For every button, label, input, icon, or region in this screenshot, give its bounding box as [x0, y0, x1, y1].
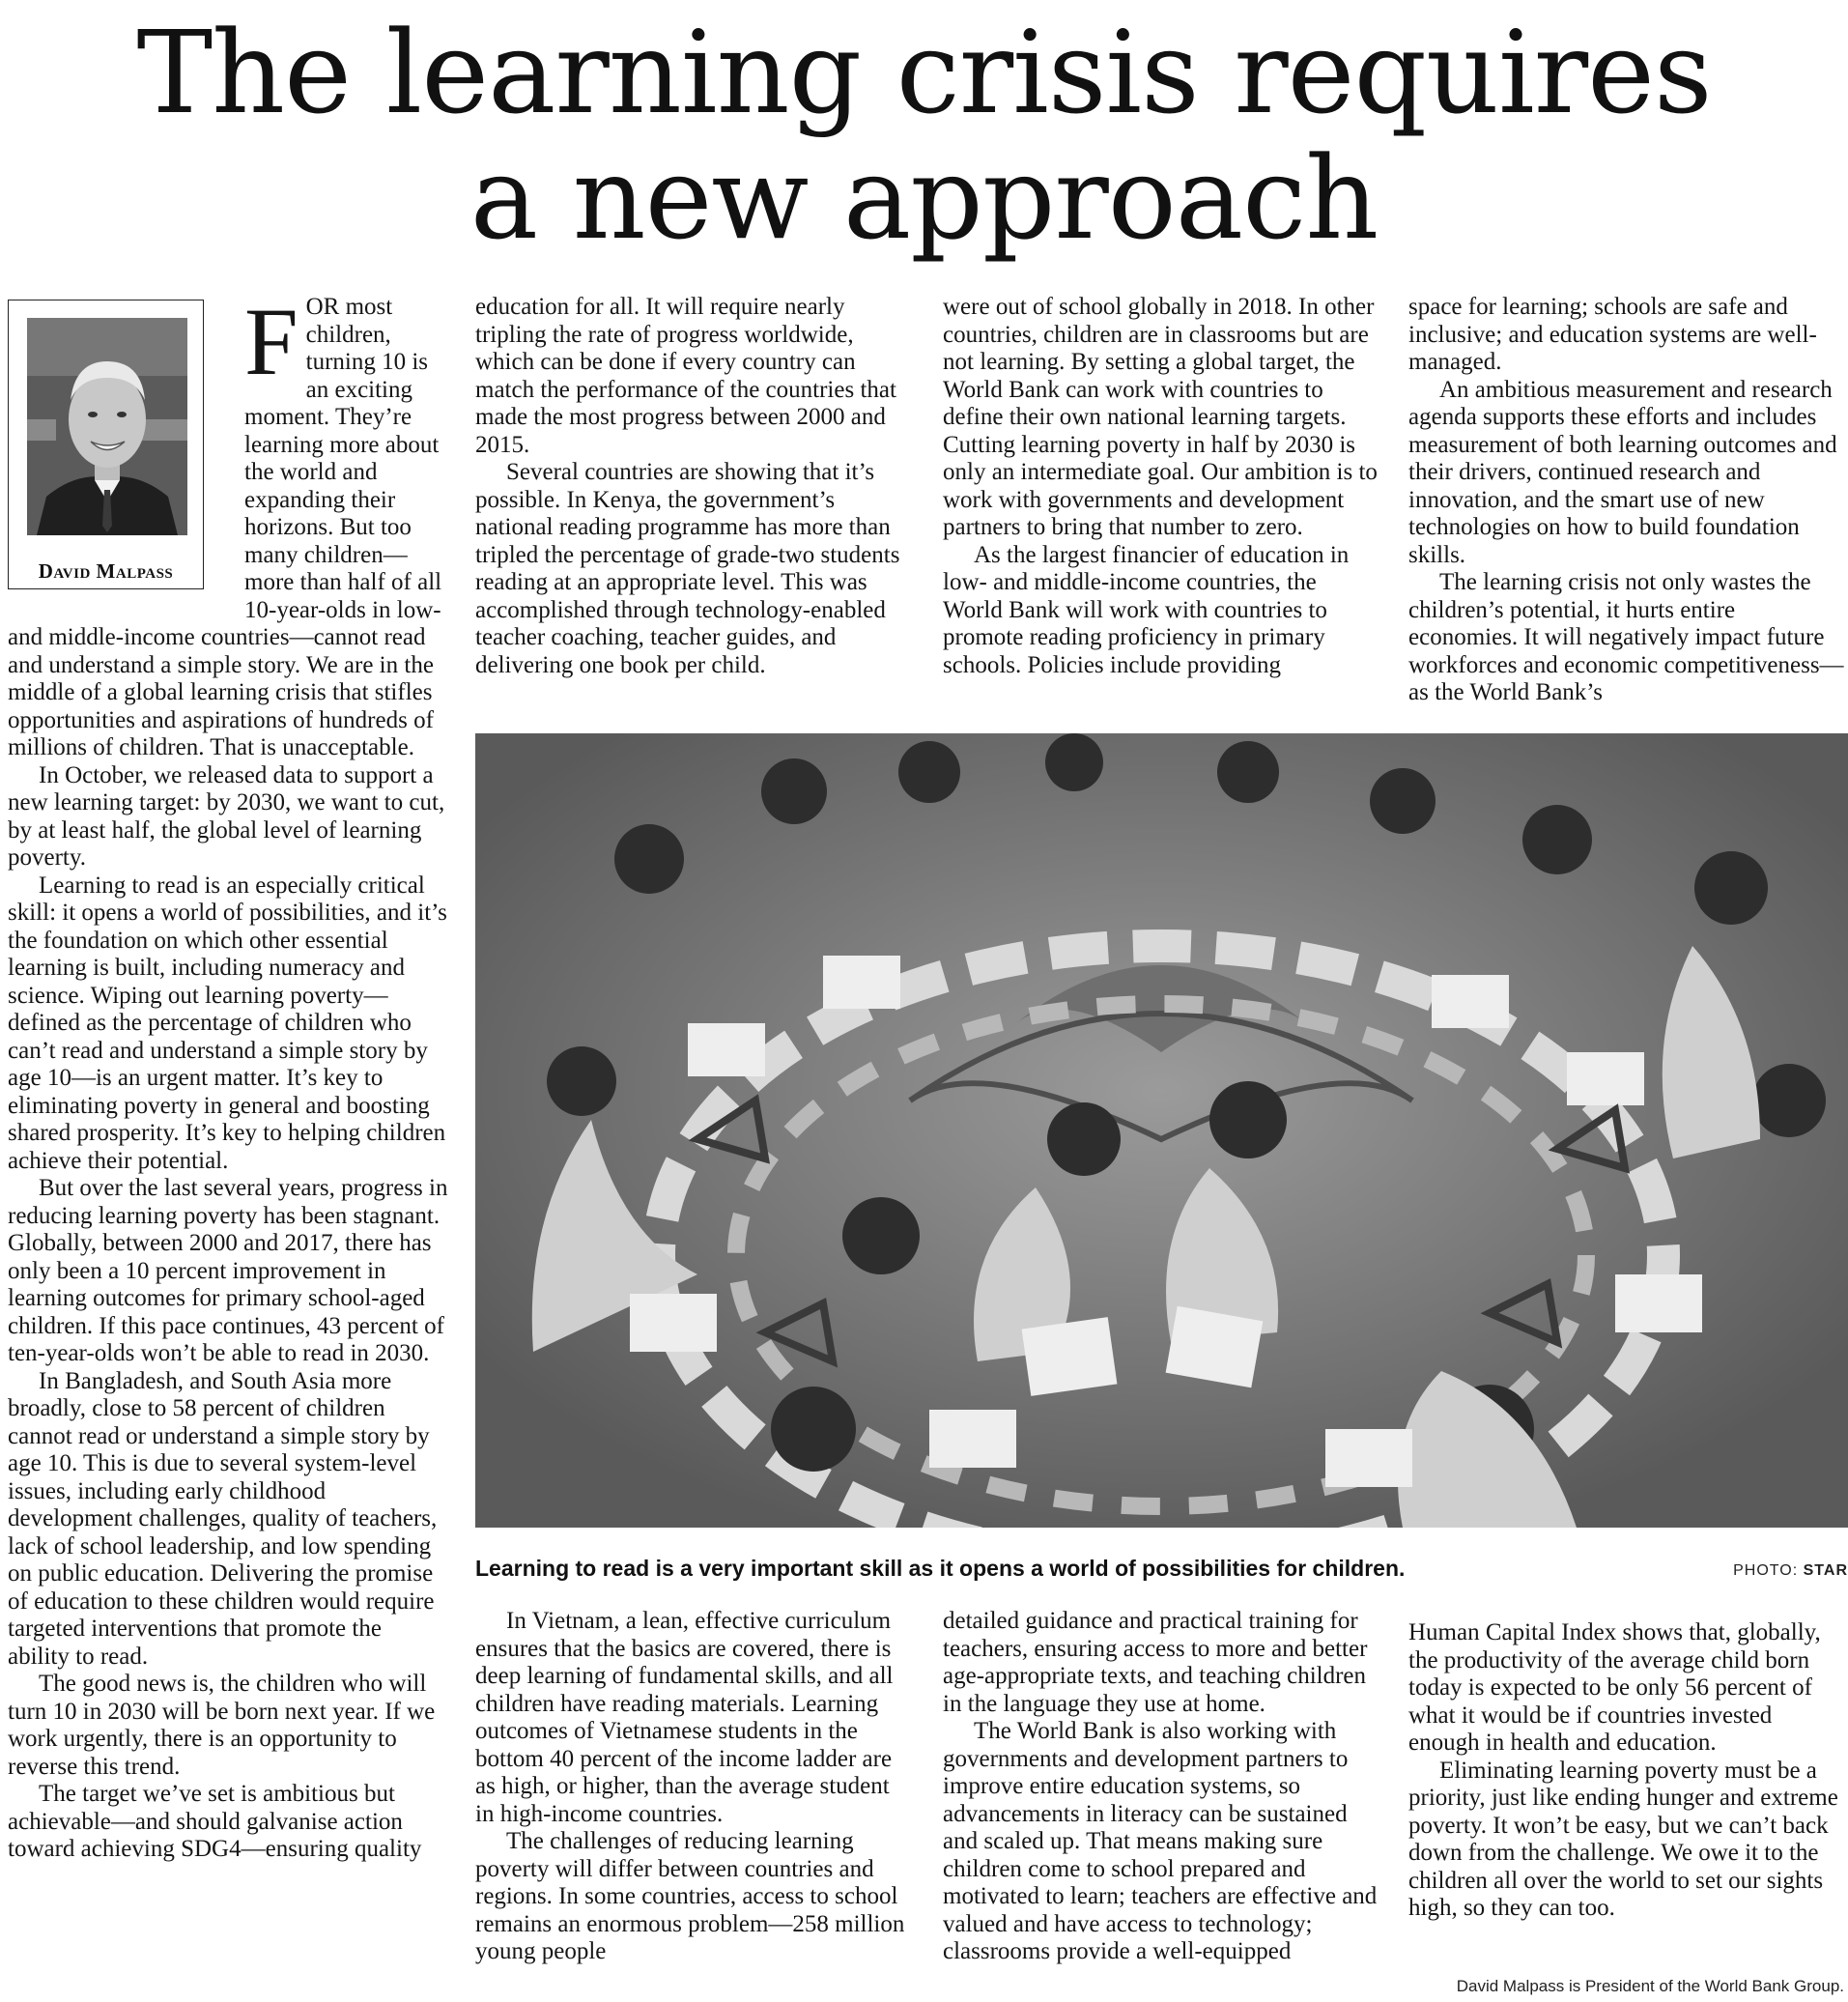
article-paragraph: Eliminating learning poverty must be a priority, just like ending hunger and extreme poverty. It won’t be easy, but we can’t back down from the challenge. We owe it to the children all over the world to set our sights high, so they can too. [1408, 1757, 1838, 1921]
article-intro-paragraph: FOR most children, turning 10 is an exciting moment. They’re learning more about the world and expanding their horizons. But too many children—more than half of all 10-year-olds in low- and middle-income countries—cannot read and understand a simple story. We are in the middle of a global learning crisis that stifles opportunities and aspirations of hundreds of millions of children. That is unacceptable. [8, 288, 442, 760]
article-paragraph: The good news is, the children who will turn 10 in 2030 will be born next year. If we work urgently, there is an opportunity to reverse this trend. [8, 1671, 436, 1780]
article-column-3-bottom [943, 1608, 1381, 1966]
article-paragraph: education for all. It will require nearly tripling the rate of progress worldwide, which can be done if every country can match the performance of the countries that made the most progress between 2000 and 2015. [475, 294, 896, 458]
article-paragraph: The target we’ve set is ambitious but achievable—and should galvanise action toward achieving SDG4—ensuring quality [8, 1781, 422, 1862]
headline-line-1: The learning crisis requires [136, 6, 1712, 139]
article-column-4-top [1408, 294, 1848, 707]
photo-credit-source: STAR [1803, 1562, 1848, 1579]
article-column-2-top [475, 294, 904, 679]
article-paragraph: space for learning; schools are safe and inclusive; and education systems are well-managed. [1408, 294, 1817, 375]
article-column-4-bottom [1408, 1619, 1848, 1923]
article-paragraph: Learning to read is an especially critical skill: it opens a world of possibilities, and it’s the foundation on which other essential learning is built, including numeracy and science. Wiping out learning poverty—defined as the percentage of children who can’t read and understand a simple story by age 10—is an urgent matter. It’s key to eliminating poverty in general and boosting shared prosperity. It’s key to helping children achieve their potential. [8, 872, 447, 1174]
article-paragraph: Several countries are showing that it’s possible. In Kenya, the government’s national reading programme has more than tripled the percentage of grade-two students reading at an appropriate level. This was accomplished through technology-enabled teacher coaching, teacher guides, and delivering one book per child. [475, 459, 900, 678]
article-paragraph: But over the last several years, progress in reducing learning poverty has been stagnant. Globally, between 2000 and 2017, there has only been a 10 percent improvement in learning outcomes for primary school-aged children. If this pace continues, 43 percent of ten-year-olds won’t be able to read in 2030. [8, 1175, 448, 1366]
headline-line-2: a new approach [469, 131, 1379, 265]
photo-credit [1733, 1562, 1848, 1580]
article-paragraph: In Vietnam, a lean, effective curriculum ensures that the basics are covered, there is deep learning of fundamental skills, and all children have reading materials. Learning outcomes of Vietnamese students in the bottom 40 percent of the income ladder are as high, or higher, than the average student in high-income countries. [475, 1608, 894, 1827]
article-paragraph: The learning crisis not only wastes the children’s potential, it hurts entire economies. It will negatively impact future workforces and economic competitiveness—as the World Bank’s [1408, 569, 1844, 705]
photo-illustration [475, 733, 1848, 1528]
article-column-3-top [943, 294, 1381, 679]
article-column-2-bottom [475, 1608, 914, 1966]
article-paragraph: An ambitious measurement and research agenda supports these efforts and includes measurement of both learning outcomes and their drivers, continued research and innovation, and the smart use of new technologies on how to build foundation skills. [1408, 376, 1837, 568]
headline [0, 6, 1848, 265]
article-column-1 [8, 288, 448, 1864]
article-paragraph: In October, we released data to support a new learning target: by 2030, we want to cut, by at least half, the global level of learning poverty. [8, 761, 445, 871]
dropcap-letter: F [244, 288, 299, 395]
author-byline: David Malpass [38, 559, 174, 583]
article-paragraph: The World Bank is also working with governments and development partners to improve entire education systems, so advancements in literacy can be sustained and scaled up. That means making sure children come to school prepared and motivated to learn; teachers are effective and valued and have access to technology; classrooms provide a well-equipped [943, 1718, 1378, 1964]
article-paragraph: The challenges of reducing learning poverty will differ between countries and regions. In some countries, access to school remains an enormous problem—258 million young people [475, 1828, 905, 1964]
photo-caption: Learning to read is a very important skill as it opens a world of possibilities for children. [475, 1556, 1406, 1581]
article-paragraph: detailed guidance and practical training for teachers, ensuring access to more and better age-appropriate texts, and teaching children in the language they use at home. [943, 1608, 1368, 1717]
article-paragraph: Human Capital Index shows that, globally, the productivity of the average child born today is expected to be only 56 percent of what it would be if countries invested enough in health and education. [1408, 1619, 1821, 1756]
classroom-children-photo [475, 733, 1848, 1528]
author-bio-note: David Malpass is President of the World Bank Group. [1456, 1977, 1844, 1995]
article-paragraph: As the largest financier of education in low- and middle-income countries, the World Bank will work with countries to promote reading proficiency in primary schools. Policies include providing [943, 541, 1350, 678]
photo-credit-label: PHOTO: [1733, 1562, 1799, 1579]
article-paragraph: were out of school globally in 2018. In other countries, children are in classrooms but are not learning. By setting a global target, the World Bank can work with countries to define their own national learning targets. Cutting learning poverty in half by 2030 is only an intermediate goal. Our ambition is to work with governments and development partners to bring that number to zero. [943, 294, 1378, 540]
article-paragraph: In Bangladesh, and South Asia more broadly, close to 58 percent of children cannot read or understand a simple story by age 10. This is due to several system-level issues, including early childhood development challenges, quality of teachers, lack of school leadership, and low spending on public education. Delivering the promise of education to these children would require targeted interventions that promote the ability to read. [8, 1367, 438, 1670]
